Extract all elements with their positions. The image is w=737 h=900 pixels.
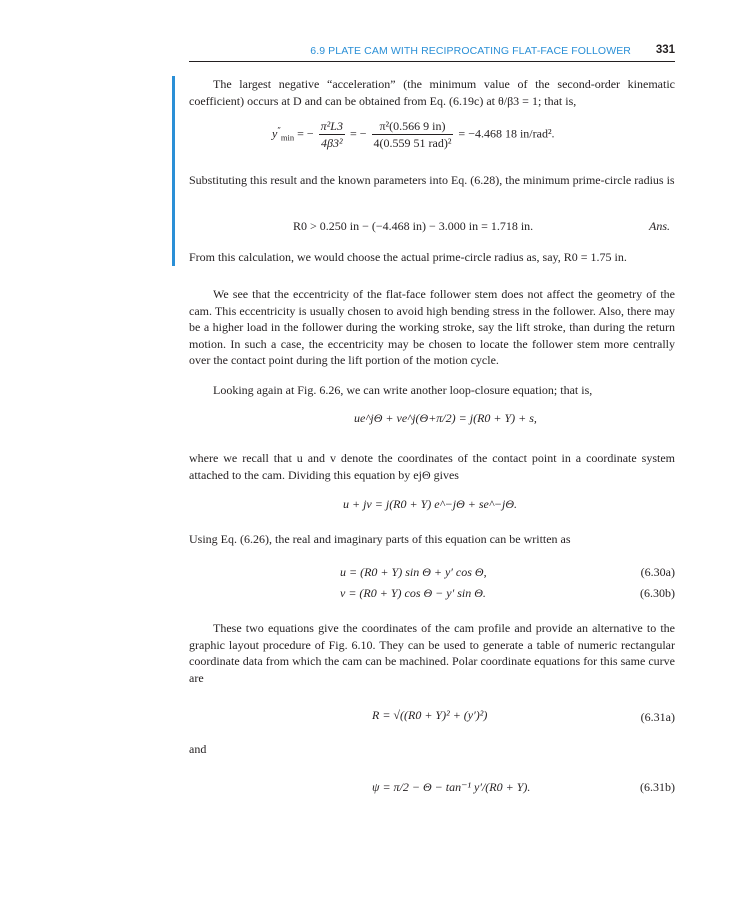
equation-ymin: $y''_{min}$ = − $\frac{\text{π²L3}}{\text{4β3²}}$ = − $\frac{\text{π²(0.566 9 in)}}{\text{4(0.559 51 rad)²}}$ = −4.468 18 in/rad².	[272, 119, 555, 150]
paragraph-1: The largest negative “acceleration” (the minimum value of the second-order kinematic coefficient) occurs at D and can be obtained from Eq. (6.19c) at θ/β3 = 1; that is,	[189, 77, 675, 108]
equation-number-6-30a: (6.30a)	[640, 565, 675, 579]
paragraph-5: Looking again at Fig. 6.26, we can write another loop-closure equation; that is,	[213, 383, 593, 397]
ymin-result: = −4.468 18 in/rad².	[458, 126, 555, 141]
equation-loop-closure: ue^jΘ + ve^j(Θ+π/2) = j(R0 + Y) + s,	[354, 411, 537, 425]
equation-r0: R0 > 0.250 in − (−4.468 in) − 3.000 in = 1.718 in.	[293, 219, 534, 233]
equation-u: u = (R0 + Y) sin Θ + y′ cos Θ,	[340, 565, 487, 579]
fraction-1: $\frac{\text{π²L3}}{\text{4β3²}}$	[320, 119, 343, 150]
paragraph-8: These two equations give the coordinates of the cam profile and provide an alternative to the graphic layout procedure of Fig. 6.10. They can be used to generate a table of numeric rectangular coordinate data from which the cam can be machined. Polar coordinate equations for this same curve are	[189, 621, 675, 685]
revision-bar	[172, 76, 175, 266]
fraction-2: $\frac{\text{π²(0.566 9 in)}}{\text{4(0.559 51 rad)²}}$	[373, 119, 452, 150]
paragraph-6: where we recall that u and v denote the coordinates of the contact point in a coordinate system attached to the cam. Dividing this equation by ejΘ gives	[189, 451, 675, 482]
equation-divided: u + jv = j(R0 + Y) e^−jΘ + se^−jΘ.	[343, 497, 518, 511]
paragraph-7: Using Eq. (6.26), the real and imaginary parts of this equation can be written as	[189, 532, 571, 546]
running-head: 6.9 PLATE CAM WITH RECIPROCATING FLAT-FACE FOLLOWER	[310, 45, 631, 57]
header-rule	[189, 61, 675, 62]
paragraph-2: Substituting this result and the known parameters into Eq. (6.28), the minimum prime-circle radius is	[189, 173, 675, 187]
equation-polar-r: R = √((R0 + Y)² + (y′)²)	[372, 708, 488, 722]
page-header	[189, 43, 675, 61]
equation-v: v = (R0 + Y) cos Θ − y′ sin Θ.	[340, 586, 486, 600]
equation-number-6-31b: (6.31b)	[640, 780, 675, 794]
equation-psi: ψ = π/2 − Θ − tan⁻¹ y′/(R0 + Y).	[372, 780, 531, 794]
page-number: 331	[655, 44, 675, 56]
paragraph-9: and	[189, 742, 207, 756]
paragraph-3: From this calculation, we would choose the actual prime-circle radius as, say, R0 = 1.75 in.	[189, 250, 627, 264]
equation-number-6-30b: (6.30b)	[640, 586, 675, 600]
ans-label: Ans.	[649, 219, 670, 233]
equation-number-6-31a: (6.31a)	[640, 710, 675, 724]
paragraph-4: We see that the eccentricity of the flat-face follower stem does not affect the geometry of the cam. This eccentricity is usually chosen to avoid high bending stress in the follower. Also, there may be a higher load in the follower during the working stroke, say the lift stroke, than during the return motion. In such a case, the eccentricity may be chosen to locate the follower stem more centrally over the contact point during the lift portion of the motion cycle.	[189, 287, 675, 367]
